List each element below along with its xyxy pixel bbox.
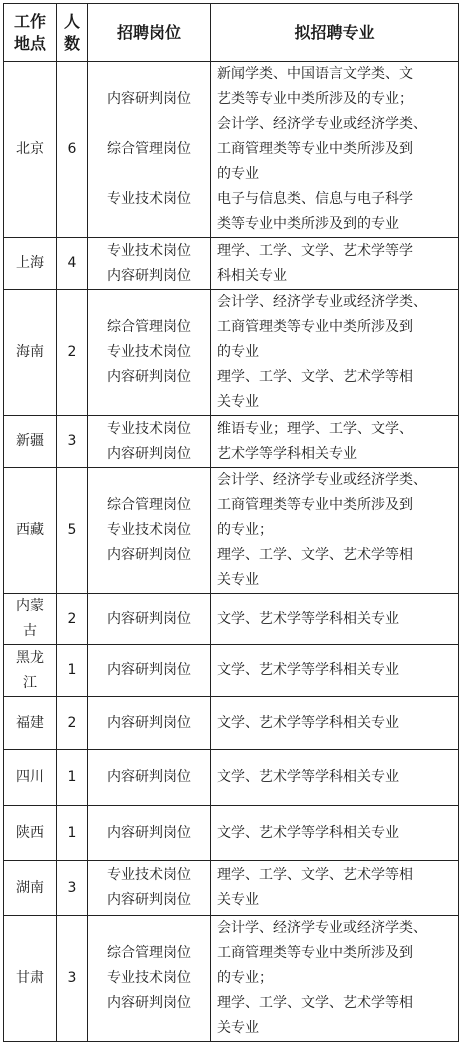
position-text: 内容研判岗位 xyxy=(107,267,191,284)
major-cell xyxy=(211,416,459,468)
position-cell xyxy=(88,62,211,238)
location-text: 江 xyxy=(23,674,37,691)
table-row xyxy=(4,861,459,916)
count-cell: 3 xyxy=(57,916,88,1042)
count-cell: 1 xyxy=(57,645,88,697)
count-cell: 2 xyxy=(57,697,88,750)
major-cell xyxy=(211,916,459,1042)
location-text: 新疆 xyxy=(16,433,44,449)
table-row xyxy=(4,62,459,238)
location-cell xyxy=(4,916,57,1042)
count-cell: 5 xyxy=(57,468,88,594)
position-cell xyxy=(88,806,211,861)
major-text: 文学、艺术学等学科相关专业 xyxy=(217,662,399,678)
major-cell xyxy=(211,238,459,290)
position-text: 内容研判岗位 xyxy=(107,662,191,678)
location-text: 上海 xyxy=(16,255,44,271)
header-major: 拟招聘专业 xyxy=(211,4,459,62)
table-row xyxy=(4,468,459,594)
major-text: 工商管理类等专业中类所涉及到 xyxy=(217,945,413,961)
major-text: 会计学、经济学专业或经济学类、 xyxy=(217,472,427,488)
major-text: 新闻学类、中国语言文学类、文 xyxy=(217,66,413,82)
position-cell xyxy=(88,861,211,916)
location-text: 四川 xyxy=(16,769,44,785)
major-text: 的专业； xyxy=(217,970,273,986)
major-text: 理学、工学、文学、艺术学等相 xyxy=(217,547,413,563)
header-position: 招聘岗位 xyxy=(88,4,211,62)
header-count-line-2: 数 xyxy=(63,33,80,53)
location-cell xyxy=(4,468,57,594)
position-text: 内容研判岗位 xyxy=(107,547,191,563)
position-text: 综合管理岗位 xyxy=(107,497,191,513)
major-text: 的专业 xyxy=(217,166,259,182)
position-text: 综合管理岗位 xyxy=(107,945,191,961)
location-text: 西藏 xyxy=(16,522,44,538)
major-text: 文学、艺术学等学科相关专业 xyxy=(217,714,399,731)
location-text: 北京 xyxy=(16,141,44,157)
position-text: 内容研判岗位 xyxy=(107,369,191,385)
position-cell xyxy=(88,645,211,697)
count-cell: 2 xyxy=(57,594,88,645)
major-text: 维语专业；理学、工学、文学、 xyxy=(217,420,413,437)
major-cell xyxy=(211,861,459,916)
major-text: 的专业 xyxy=(217,344,259,360)
location-cell xyxy=(4,62,57,238)
major-text: 会计学、经济学专业或经济学类、 xyxy=(217,294,427,310)
major-text: 会计学、经济学专业或经济学类、 xyxy=(217,116,427,132)
count-cell: 6 xyxy=(57,62,88,238)
table-body xyxy=(4,62,459,1042)
count-cell: 1 xyxy=(57,750,88,806)
position-cell xyxy=(88,238,211,290)
major-text: 科相关专业 xyxy=(217,267,287,284)
major-cell xyxy=(211,468,459,594)
position-text: 专业技术岗位 xyxy=(107,344,191,360)
count-cell: 3 xyxy=(57,861,88,916)
major-text: 文学、艺术学等学科相关专业 xyxy=(217,610,399,627)
major-text: 会计学、经济学专业或经济学类、 xyxy=(217,920,427,936)
position-text: 综合管理岗位 xyxy=(107,141,191,157)
table-row xyxy=(4,238,459,290)
major-text: 理学、工学、文学、艺术学等相 xyxy=(217,995,413,1011)
location-cell xyxy=(4,645,57,697)
major-text: 关专业 xyxy=(217,394,259,410)
table-row xyxy=(4,290,459,416)
major-cell xyxy=(211,750,459,806)
location-text: 黑龙 xyxy=(16,649,44,666)
count-cell: 1 xyxy=(57,806,88,861)
position-text xyxy=(88,162,210,187)
location-cell xyxy=(4,697,57,750)
location-text: 湖南 xyxy=(16,879,44,896)
count-cell: 3 xyxy=(57,416,88,468)
position-cell xyxy=(88,916,211,1042)
location-cell xyxy=(4,416,57,468)
major-text: 关专业 xyxy=(217,572,259,588)
location-cell xyxy=(4,238,57,290)
major-cell xyxy=(211,594,459,645)
count-cell: 2 xyxy=(57,290,88,416)
position-text: 专业技术岗位 xyxy=(107,970,191,986)
position-text: 内容研判岗位 xyxy=(107,445,191,462)
position-text: 内容研判岗位 xyxy=(107,892,191,908)
major-text: 文学、艺术学等学科相关专业 xyxy=(217,824,399,841)
table-row xyxy=(4,750,459,806)
location-text: 福建 xyxy=(16,714,44,731)
major-text: 艺术学等学科相关专业 xyxy=(217,445,357,462)
position-text: 内容研判岗位 xyxy=(107,769,191,785)
major-text: 工商管理类等专业中类所涉及到 xyxy=(217,141,413,157)
major-text: 类等专业中类所涉及到的专业 xyxy=(217,216,399,232)
major-cell xyxy=(211,806,459,861)
location-cell xyxy=(4,861,57,916)
table-row xyxy=(4,916,459,1042)
recruitment-table xyxy=(3,3,459,1042)
major-text: 关专业 xyxy=(217,1020,259,1036)
header-row xyxy=(4,4,459,62)
header-count-line-1: 人 xyxy=(63,11,80,31)
major-text: 理学、工学、文学、艺术学等相 xyxy=(217,369,413,385)
major-text: 理学、工学、文学、艺术学等相 xyxy=(217,867,413,883)
header-location-line-2: 地点 xyxy=(13,33,46,53)
location-cell xyxy=(4,594,57,645)
position-cell xyxy=(88,750,211,806)
table-row xyxy=(4,645,459,697)
header-location xyxy=(4,4,57,62)
header-location-line-1: 工作 xyxy=(13,11,46,31)
major-text: 关专业 xyxy=(217,892,259,908)
table-row xyxy=(4,806,459,861)
count-cell: 4 xyxy=(57,238,88,290)
location-cell xyxy=(4,290,57,416)
location-text: 内蒙 xyxy=(16,598,44,614)
location-cell xyxy=(4,750,57,806)
position-cell xyxy=(88,594,211,645)
table-row xyxy=(4,697,459,750)
position-text: 专业技术岗位 xyxy=(107,242,191,259)
position-text: 专业技术岗位 xyxy=(107,420,191,437)
major-text: 工商管理类等专业中类所涉及到 xyxy=(217,497,413,513)
major-text: 的专业； xyxy=(217,522,273,538)
header-count xyxy=(57,4,88,62)
location-text: 古 xyxy=(23,623,37,639)
position-text: 专业技术岗位 xyxy=(107,191,191,207)
location-cell xyxy=(4,806,57,861)
major-cell xyxy=(211,645,459,697)
major-text: 理学、工学、文学、艺术学等学 xyxy=(217,242,413,259)
location-text: 陕西 xyxy=(16,824,44,841)
position-text: 内容研判岗位 xyxy=(107,610,191,627)
major-text: 工商管理类等专业中类所涉及到 xyxy=(217,319,413,335)
position-cell xyxy=(88,697,211,750)
position-text: 综合管理岗位 xyxy=(107,319,191,335)
position-text xyxy=(88,112,210,137)
position-text: 内容研判岗位 xyxy=(107,995,191,1011)
position-text: 专业技术岗位 xyxy=(107,522,191,538)
major-text: 艺类等专业中类所涉及的专业； xyxy=(217,91,413,107)
position-cell xyxy=(88,416,211,468)
table-row xyxy=(4,594,459,645)
position-text: 内容研判岗位 xyxy=(107,824,191,841)
location-text: 海南 xyxy=(16,344,44,360)
major-cell xyxy=(211,62,459,238)
major-cell xyxy=(211,697,459,750)
position-text: 内容研判岗位 xyxy=(107,91,191,107)
position-text: 专业技术岗位 xyxy=(107,867,191,883)
major-text: 电子与信息类、信息与电子科学 xyxy=(217,191,413,207)
major-text: 文学、艺术学等学科相关专业 xyxy=(217,769,399,785)
position-text: 内容研判岗位 xyxy=(107,714,191,731)
table-row xyxy=(4,416,459,468)
major-cell xyxy=(211,290,459,416)
position-cell xyxy=(88,468,211,594)
position-cell xyxy=(88,290,211,416)
location-text: 甘肃 xyxy=(16,970,44,986)
